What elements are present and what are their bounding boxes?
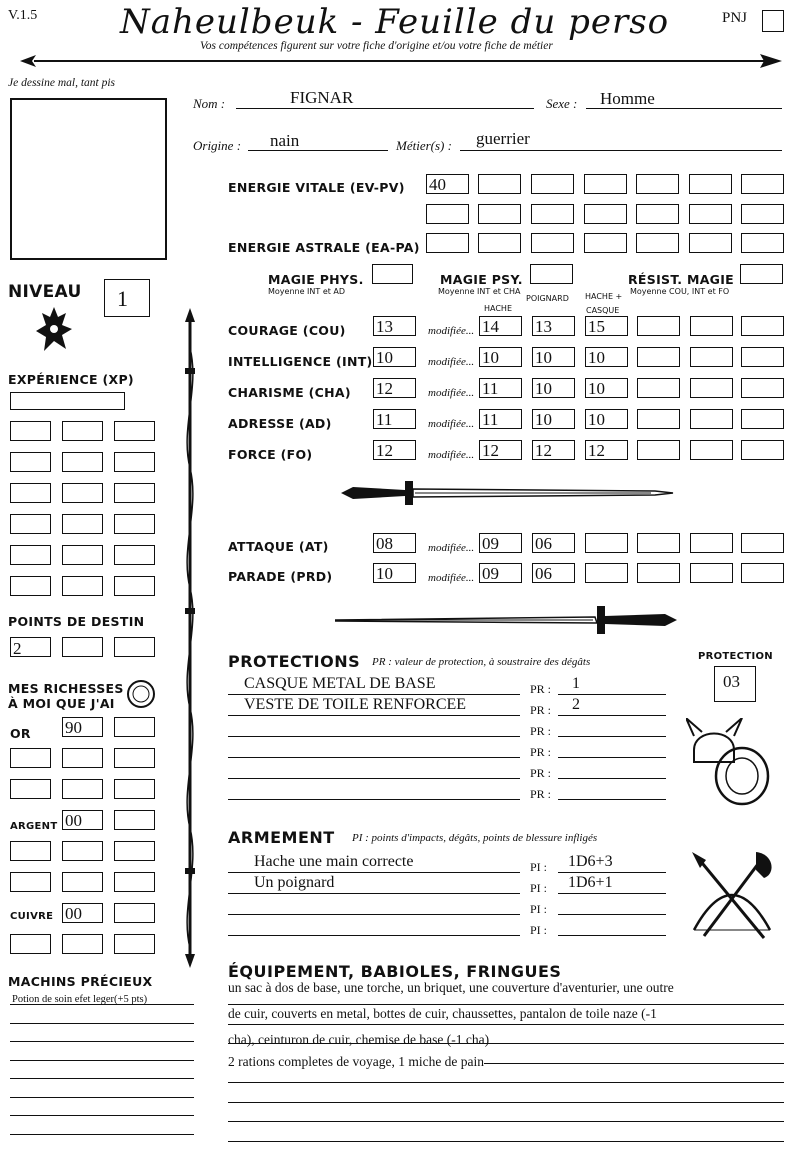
xp-box[interactable] bbox=[114, 452, 155, 472]
stat-mod-value: 12 bbox=[588, 441, 605, 460]
modifie-label: modifiée... bbox=[428, 387, 475, 399]
staff-icon bbox=[178, 308, 202, 968]
mod-header-hache-casque-1: HACHE + bbox=[585, 292, 623, 301]
equipement-text-line: 2 rations completes de voyage, 1 miche de pain bbox=[228, 1054, 485, 1069]
pr-line bbox=[558, 694, 666, 695]
ea-label: ENERGIE ASTRALE (EA-PA) bbox=[228, 240, 420, 255]
pr-line bbox=[558, 757, 666, 758]
stat-base-value: 10 bbox=[376, 348, 393, 367]
weapon-line bbox=[228, 914, 520, 915]
page-title: Naheulbeuk - Feuille du perso bbox=[120, 2, 670, 42]
pi-label: PI : bbox=[530, 860, 548, 874]
or-label: OR bbox=[10, 726, 31, 741]
ev-label: ENERGIE VITALE (EV-PV) bbox=[228, 180, 405, 195]
ev-box[interactable] bbox=[426, 174, 469, 194]
protection-pr: 1 bbox=[572, 675, 580, 692]
sexe-field[interactable]: Homme bbox=[600, 89, 655, 108]
stat-label: FORCE (FO) bbox=[228, 447, 313, 462]
pr-label: PR : bbox=[530, 703, 552, 717]
money-box[interactable] bbox=[10, 872, 51, 892]
pr-line bbox=[558, 778, 666, 779]
stat-mod-box[interactable] bbox=[637, 347, 680, 367]
protection-total-box[interactable] bbox=[714, 666, 756, 702]
pnj-label: PNJ bbox=[722, 10, 748, 26]
protection-line bbox=[228, 694, 520, 695]
destin-value: 2 bbox=[13, 639, 22, 658]
destin-box-3[interactable] bbox=[114, 637, 155, 657]
equipement-line bbox=[228, 1024, 784, 1025]
pr-label: PR : bbox=[530, 766, 552, 780]
stat-mod-box[interactable] bbox=[690, 378, 733, 398]
pr-label: PR : bbox=[530, 787, 552, 801]
machin-line bbox=[10, 1023, 194, 1024]
equipement-line bbox=[228, 1121, 784, 1122]
pr-line bbox=[558, 736, 666, 737]
dragon-icon bbox=[34, 303, 76, 357]
niveau-label: NIVEAU bbox=[8, 282, 82, 302]
machin-item-1: Potion de soin efet leger(+5 pts) bbox=[12, 994, 148, 1005]
protection-line bbox=[228, 778, 520, 779]
stat-base-value: 12 bbox=[376, 379, 393, 398]
pi-line bbox=[558, 935, 666, 936]
stat-mod-value: 12 bbox=[482, 441, 499, 460]
combat-base-box[interactable] bbox=[373, 533, 416, 553]
nom-field[interactable]: FIGNAR bbox=[290, 88, 354, 107]
stat-mod-box[interactable] bbox=[479, 440, 522, 460]
combat-mod-box[interactable] bbox=[585, 533, 628, 553]
combat-mod-value: 09 bbox=[482, 534, 499, 553]
money-box[interactable] bbox=[62, 934, 103, 954]
equipement-line bbox=[228, 1082, 784, 1083]
origine-label: Origine : bbox=[193, 138, 242, 153]
pi-label: PI : bbox=[530, 923, 548, 937]
pi-label: PI : bbox=[530, 902, 548, 916]
ea-box[interactable] bbox=[426, 233, 469, 253]
nom-label: Nom : bbox=[193, 96, 226, 111]
stat-base-value: 12 bbox=[376, 441, 393, 460]
coin-icon bbox=[126, 679, 156, 709]
money-box[interactable] bbox=[114, 810, 155, 830]
machin-line bbox=[10, 1004, 194, 1005]
stat-mod-box[interactable] bbox=[532, 378, 575, 398]
combat-mod-box[interactable] bbox=[532, 533, 575, 553]
money-box[interactable] bbox=[114, 841, 155, 861]
destin-box-2[interactable] bbox=[62, 637, 103, 657]
origine-field[interactable]: nain bbox=[270, 131, 300, 150]
machin-line bbox=[10, 1078, 194, 1079]
combat-label: ATTAQUE (AT) bbox=[228, 539, 329, 554]
combat-mod-box[interactable] bbox=[637, 533, 680, 553]
stat-mod-box[interactable] bbox=[479, 347, 522, 367]
stat-label: CHARISME (CHA) bbox=[228, 385, 351, 400]
money-box[interactable] bbox=[62, 872, 103, 892]
pr-label: PR : bbox=[530, 724, 552, 738]
pr-label: PR : bbox=[530, 682, 552, 696]
equipement-text-line: un sac à dos de base, une torche, un briquet, une couverture d'aventurier, une outre bbox=[228, 980, 674, 995]
stat-mod-box[interactable] bbox=[585, 440, 628, 460]
xp-box[interactable] bbox=[114, 576, 155, 596]
stat-mod-value: 10 bbox=[535, 379, 552, 398]
money-box[interactable] bbox=[10, 841, 51, 861]
argent-label: ARGENT bbox=[10, 821, 58, 832]
resist-magie-box[interactable] bbox=[740, 264, 783, 284]
argent-value: 00 bbox=[65, 811, 82, 830]
metier-line bbox=[460, 150, 782, 151]
stat-mod-box[interactable] bbox=[479, 409, 522, 429]
stat-mod-box[interactable] bbox=[585, 378, 628, 398]
ev-box[interactable] bbox=[741, 204, 784, 224]
page-subtitle: Vos compétences figurent sur votre fiche d'origine et/ou votre fiche de métier bbox=[200, 40, 553, 52]
stat-mod-value: 10 bbox=[588, 410, 605, 429]
stat-base-box[interactable] bbox=[373, 316, 416, 336]
xp-box[interactable] bbox=[10, 576, 51, 596]
ev-box[interactable] bbox=[636, 204, 679, 224]
protection-name: CASQUE METAL DE BASE bbox=[244, 675, 436, 692]
ev-box[interactable] bbox=[584, 204, 627, 224]
stat-mod-value: 10 bbox=[588, 379, 605, 398]
version-label: V.1.5 bbox=[8, 8, 38, 23]
equipement-text-line: cha), ceinturon de cuir, chemise de base (-1 cha) bbox=[228, 1032, 490, 1047]
protection-line bbox=[228, 736, 520, 737]
money-box[interactable] bbox=[10, 934, 51, 954]
protection-name: VESTE DE TOILE RENFORCEE bbox=[244, 696, 467, 713]
protections-title: PROTECTIONS bbox=[228, 652, 361, 671]
money-box[interactable] bbox=[62, 779, 103, 799]
stat-mod-box[interactable] bbox=[741, 440, 784, 460]
modifie-label: modifiée... bbox=[428, 449, 475, 461]
stat-mod-box[interactable] bbox=[637, 316, 680, 336]
money-box[interactable] bbox=[62, 841, 103, 861]
resist-magie-label: RÉSIST. MAGIE bbox=[628, 272, 735, 287]
xp-box[interactable] bbox=[62, 514, 103, 534]
cuivre-value: 00 bbox=[65, 904, 82, 923]
ea-box[interactable] bbox=[478, 233, 521, 253]
equipement-title: ÉQUIPEMENT, BABIOLES, FRINGUES bbox=[228, 962, 562, 981]
stat-mod-box[interactable] bbox=[741, 347, 784, 367]
stat-mod-box[interactable] bbox=[637, 440, 680, 460]
stat-mod-box[interactable] bbox=[585, 347, 628, 367]
helmet-shield-icon bbox=[686, 718, 772, 806]
stat-mod-box[interactable] bbox=[532, 440, 575, 460]
stat-mod-box[interactable] bbox=[637, 378, 680, 398]
xp-box[interactable] bbox=[62, 545, 103, 565]
stat-mod-value: 10 bbox=[588, 348, 605, 367]
modifie-label: modifiée... bbox=[428, 418, 475, 430]
stat-mod-value: 11 bbox=[482, 379, 499, 398]
stat-mod-value: 15 bbox=[588, 317, 605, 336]
or-value: 90 bbox=[65, 718, 82, 737]
ea-box[interactable] bbox=[689, 233, 732, 253]
portrait-box[interactable] bbox=[10, 98, 167, 260]
combat-base-value: 08 bbox=[376, 534, 393, 553]
combat-mod-box[interactable] bbox=[532, 563, 575, 583]
protection-line bbox=[228, 757, 520, 758]
ea-box[interactable] bbox=[584, 233, 627, 253]
stat-mod-box[interactable] bbox=[532, 316, 575, 336]
magie-phys-box[interactable] bbox=[372, 264, 413, 284]
xp-box[interactable] bbox=[114, 421, 155, 441]
combat-base-box[interactable] bbox=[373, 563, 416, 583]
machin-line bbox=[10, 1060, 194, 1061]
magie-psy-label: MAGIE PSY. bbox=[440, 272, 523, 287]
machin-line bbox=[10, 1134, 194, 1135]
cuivre-label: CUIVRE bbox=[10, 911, 54, 922]
stat-mod-box[interactable] bbox=[532, 347, 575, 367]
weapon-name: Hache une main correcte bbox=[254, 853, 414, 870]
machins-label: MACHINS PRÉCIEUX bbox=[8, 974, 153, 989]
metier-label: Métier(s) : bbox=[396, 138, 452, 153]
xp-box[interactable] bbox=[62, 483, 103, 503]
xp-box[interactable] bbox=[62, 576, 103, 596]
pi-line bbox=[558, 893, 666, 894]
money-box[interactable] bbox=[62, 748, 103, 768]
ev-box[interactable] bbox=[531, 204, 574, 224]
stat-label: COURAGE (COU) bbox=[228, 323, 346, 338]
protection-pr: 2 bbox=[572, 696, 580, 713]
combat-mod-value: 09 bbox=[482, 564, 499, 583]
weapon-line bbox=[228, 935, 520, 936]
machin-line bbox=[10, 1097, 194, 1098]
weapon-name: Un poignard bbox=[254, 874, 335, 891]
modifie-label: modifiée... bbox=[428, 572, 475, 584]
money-box[interactable] bbox=[114, 779, 155, 799]
combat-mod-box[interactable] bbox=[741, 563, 784, 583]
drawing-label: Je dessine mal, tant pis bbox=[8, 77, 115, 89]
stat-mod-box[interactable] bbox=[690, 440, 733, 460]
sword-icon bbox=[335, 478, 675, 508]
ev-box[interactable] bbox=[584, 174, 627, 194]
weapon-line bbox=[228, 872, 520, 873]
xp-box[interactable] bbox=[10, 514, 51, 534]
ev-box[interactable] bbox=[741, 174, 784, 194]
combat-mod-value: 06 bbox=[535, 564, 552, 583]
experience-label: EXPÉRIENCE (XP) bbox=[8, 372, 134, 387]
armement-note: PI : points d'impacts, dégâts, points de blessure infligés bbox=[352, 832, 598, 844]
xp-box[interactable] bbox=[10, 421, 51, 441]
ev-box[interactable] bbox=[478, 204, 521, 224]
stat-mod-box[interactable] bbox=[741, 409, 784, 429]
combat-base-value: 10 bbox=[376, 564, 393, 583]
mod-header-hache-casque-2: CASQUE bbox=[586, 306, 620, 315]
stat-mod-box[interactable] bbox=[479, 378, 522, 398]
money-box[interactable] bbox=[114, 903, 155, 923]
xp-box[interactable] bbox=[10, 545, 51, 565]
stat-mod-box[interactable] bbox=[741, 378, 784, 398]
stat-base-value: 11 bbox=[376, 410, 393, 429]
richesses-label-2: À MOI QUE J'AI bbox=[8, 696, 115, 711]
weapon-line bbox=[228, 893, 520, 894]
xp-box[interactable] bbox=[10, 452, 51, 472]
equipement-line bbox=[228, 1004, 784, 1005]
stat-mod-box[interactable] bbox=[585, 316, 628, 336]
stat-mod-value: 10 bbox=[482, 348, 499, 367]
stat-mod-box[interactable] bbox=[741, 316, 784, 336]
money-box[interactable] bbox=[114, 717, 155, 737]
pi-line bbox=[558, 914, 666, 915]
stat-mod-value: 10 bbox=[535, 410, 552, 429]
combat-mod-box[interactable] bbox=[690, 533, 733, 553]
magie-psy-sub: Moyenne INT et CHA bbox=[438, 287, 521, 296]
stat-base-value: 13 bbox=[376, 317, 393, 336]
combat-mod-box[interactable] bbox=[637, 563, 680, 583]
pi-line bbox=[558, 872, 666, 873]
ev-box[interactable] bbox=[478, 174, 521, 194]
magie-phys-label: MAGIE PHYS. bbox=[268, 272, 364, 287]
pnj-checkbox[interactable] bbox=[762, 10, 784, 32]
money-box[interactable] bbox=[62, 717, 103, 737]
ev-box[interactable] bbox=[426, 204, 469, 224]
modifie-label: modifiée... bbox=[428, 542, 475, 554]
protection-total-label: PROTECTION bbox=[698, 651, 773, 662]
stat-mod-value: 14 bbox=[482, 317, 499, 336]
destin-label: POINTS DE DESTIN bbox=[8, 614, 145, 629]
equipement-text-line: de cuir, couverts en metal, bottes de cuir, chaussettes, pantalon de toile naze (-1 bbox=[228, 1006, 657, 1021]
money-box[interactable] bbox=[10, 748, 51, 768]
xp-total-box[interactable] bbox=[10, 392, 125, 410]
modifie-label: modifiée... bbox=[428, 325, 475, 337]
modifie-label: modifiée... bbox=[428, 356, 475, 368]
stat-mod-box[interactable] bbox=[690, 316, 733, 336]
xp-box[interactable] bbox=[62, 452, 103, 472]
ev-box[interactable] bbox=[531, 174, 574, 194]
sexe-label: Sexe : bbox=[546, 96, 578, 111]
ea-box[interactable] bbox=[636, 233, 679, 253]
pr-line bbox=[558, 799, 666, 800]
niveau-value: 1 bbox=[117, 286, 128, 311]
stat-base-box[interactable] bbox=[373, 440, 416, 460]
stat-label: INTELLIGENCE (INT) bbox=[228, 354, 373, 369]
weapons-icon bbox=[684, 850, 780, 944]
stat-mod-value: 11 bbox=[482, 410, 499, 429]
ev-box[interactable] bbox=[689, 204, 732, 224]
ea-box[interactable] bbox=[741, 233, 784, 253]
destin-box-1[interactable] bbox=[10, 637, 51, 657]
spear-divider-icon bbox=[20, 52, 782, 70]
xp-box[interactable] bbox=[114, 545, 155, 565]
combat-mod-box[interactable] bbox=[741, 533, 784, 553]
money-box[interactable] bbox=[10, 779, 51, 799]
stat-mod-value: 13 bbox=[535, 317, 552, 336]
protection-total-value: 03 bbox=[723, 672, 740, 691]
stat-base-box[interactable] bbox=[373, 378, 416, 398]
protections-note: PR : valeur de protection, à soustraire des dégâts bbox=[372, 656, 591, 668]
sword-icon-2 bbox=[335, 603, 680, 637]
ev-box[interactable] bbox=[689, 174, 732, 194]
combat-mod-value: 06 bbox=[535, 534, 552, 553]
combat-mod-box[interactable] bbox=[479, 533, 522, 553]
stat-mod-box[interactable] bbox=[637, 409, 680, 429]
combat-label: PARADE (PRD) bbox=[228, 569, 333, 584]
richesses-label-1: MES RICHESSES bbox=[8, 681, 124, 696]
stat-mod-value: 12 bbox=[535, 441, 552, 460]
protection-line bbox=[228, 799, 520, 800]
xp-box[interactable] bbox=[10, 483, 51, 503]
stat-label: ADRESSE (AD) bbox=[228, 416, 332, 431]
mod-header-poignard: POIGNARD bbox=[526, 294, 569, 303]
protection-line bbox=[228, 715, 520, 716]
combat-mod-box[interactable] bbox=[690, 563, 733, 583]
pr-label: PR : bbox=[530, 745, 552, 759]
magie-psy-box[interactable] bbox=[530, 264, 573, 284]
stat-base-box[interactable] bbox=[373, 409, 416, 429]
machin-line bbox=[10, 1115, 194, 1116]
xp-box[interactable] bbox=[114, 483, 155, 503]
combat-mod-box[interactable] bbox=[585, 563, 628, 583]
weapon-pi: 1D6+1 bbox=[568, 874, 613, 891]
ev-box[interactable] bbox=[636, 174, 679, 194]
money-box[interactable] bbox=[62, 903, 103, 923]
niveau-box[interactable] bbox=[104, 279, 150, 317]
armement-title: ARMEMENT bbox=[228, 828, 335, 847]
metier-field[interactable]: guerrier bbox=[476, 129, 530, 148]
stat-mod-box[interactable] bbox=[532, 409, 575, 429]
stat-mod-box[interactable] bbox=[479, 316, 522, 336]
money-box[interactable] bbox=[62, 810, 103, 830]
stat-mod-box[interactable] bbox=[690, 409, 733, 429]
pr-line bbox=[558, 715, 666, 716]
ev-value: 40 bbox=[429, 175, 446, 194]
magie-phys-sub: Moyenne INT et AD bbox=[268, 287, 346, 296]
xp-box[interactable] bbox=[62, 421, 103, 441]
combat-mod-box[interactable] bbox=[479, 563, 522, 583]
money-box[interactable] bbox=[114, 934, 155, 954]
money-box[interactable] bbox=[114, 748, 155, 768]
xp-box[interactable] bbox=[114, 514, 155, 534]
machin-line bbox=[10, 1041, 194, 1042]
resist-magie-sub: Moyenne COU, INT et FO bbox=[630, 287, 730, 296]
weapon-pi: 1D6+3 bbox=[568, 853, 613, 870]
pi-label: PI : bbox=[530, 881, 548, 895]
stat-mod-value: 10 bbox=[535, 348, 552, 367]
ea-box[interactable] bbox=[531, 233, 574, 253]
stat-base-box[interactable] bbox=[373, 347, 416, 367]
stat-mod-box[interactable] bbox=[585, 409, 628, 429]
origine-line bbox=[248, 150, 388, 151]
nom-line bbox=[236, 108, 534, 109]
equipement-line bbox=[228, 1102, 784, 1103]
stat-mod-box[interactable] bbox=[690, 347, 733, 367]
equipement-line bbox=[228, 1141, 784, 1142]
money-box[interactable] bbox=[114, 872, 155, 892]
mod-header-hache: HACHE bbox=[484, 304, 513, 313]
